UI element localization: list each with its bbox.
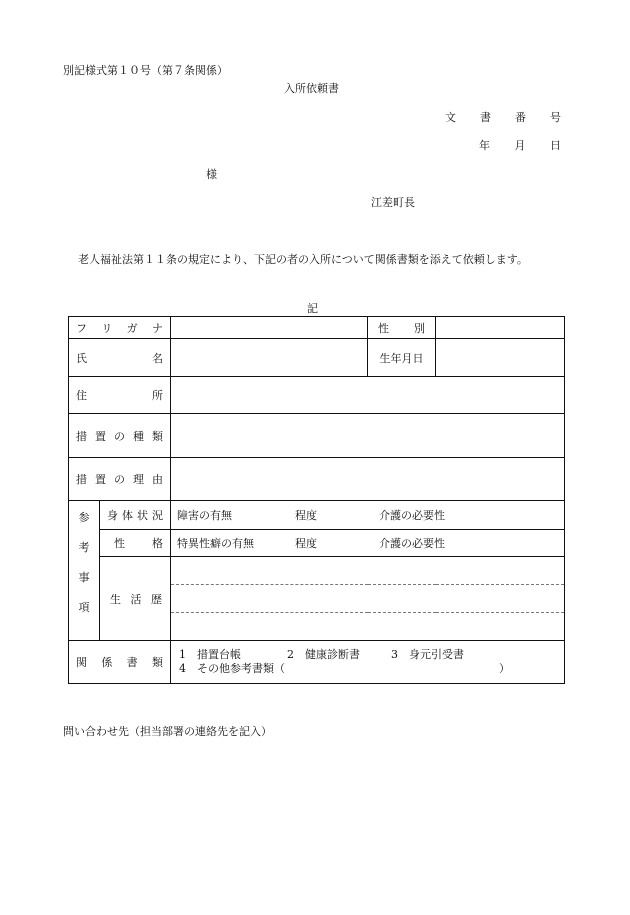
doc-number-char: 号 xyxy=(550,111,561,124)
doc-item-health-certificate: 2 健康診断書 xyxy=(287,648,360,661)
day-char: 日 xyxy=(550,139,561,152)
personality-label xyxy=(100,530,171,557)
label-char: 住 xyxy=(76,389,87,402)
label-char: の xyxy=(114,473,125,486)
peculiar-habit-text: 特異性癖の有無 xyxy=(177,537,254,550)
doc-item-measure-ledger: 1 措置台帳 xyxy=(179,648,241,661)
disability-text: 障害の有無 xyxy=(177,509,232,522)
doc-number-char: 文 xyxy=(445,111,456,124)
reference-items-label xyxy=(69,501,100,641)
table-row xyxy=(69,530,565,557)
label-char: ナ xyxy=(151,321,163,335)
related-documents-line-1 xyxy=(171,648,564,662)
document-title: 入所依頼書 xyxy=(284,82,339,95)
document-number-label xyxy=(445,109,561,125)
label-char: ガ xyxy=(126,321,138,335)
label-char: の xyxy=(114,429,125,443)
label-char: 歴 xyxy=(151,592,162,606)
name-label xyxy=(69,339,171,377)
measure-type-label xyxy=(69,414,171,458)
label-char: 事 xyxy=(78,571,90,584)
ki-heading: 記 xyxy=(307,302,318,315)
label-char: 書 xyxy=(126,656,138,669)
furigana-field[interactable] xyxy=(171,317,368,339)
label-char: 況 xyxy=(152,509,163,522)
label-char: 関 xyxy=(76,656,87,669)
label-char: 活 xyxy=(130,592,142,606)
label-char: 種 xyxy=(133,429,144,443)
label-char: 参 xyxy=(78,511,90,524)
life-history-line-2[interactable] xyxy=(171,585,565,613)
label-char: 所 xyxy=(152,389,163,402)
label-char: 類 xyxy=(152,429,163,443)
address-label xyxy=(69,377,171,414)
degree-text: 程度 xyxy=(295,509,317,522)
measure-reason-label xyxy=(69,458,171,501)
label-char: 性 xyxy=(378,321,389,335)
label-char: 性 xyxy=(114,537,125,550)
table-row xyxy=(69,557,565,585)
label-char: フ xyxy=(76,321,87,335)
care-need-text: 介護の必要性 xyxy=(379,537,445,550)
year-char: 年 xyxy=(479,139,490,152)
doc-number-char: 書 xyxy=(480,111,491,124)
doc-item-other-close: ） xyxy=(499,662,510,675)
measure-type-field[interactable] xyxy=(171,414,565,458)
birthdate-label: 生年月日 xyxy=(368,339,436,377)
label-char: 身 xyxy=(107,509,118,522)
label-char: 置 xyxy=(95,473,106,486)
table-row xyxy=(69,458,565,501)
birthdate-field[interactable] xyxy=(436,339,565,377)
request-statement: 老人福祉法第１１条の規定により、下記の者の入所について関係書類を添えて依頼します。 xyxy=(78,253,528,266)
doc-item-guarantor: 3 身元引受書 xyxy=(391,648,464,661)
label-char: 状 xyxy=(137,509,148,522)
label-char: 生 xyxy=(110,592,121,606)
label-char: リ xyxy=(101,321,113,335)
table-row xyxy=(69,339,565,377)
related-documents-field[interactable] xyxy=(171,641,565,684)
gender-field[interactable] xyxy=(436,317,565,339)
gender-label xyxy=(368,317,436,339)
degree-text: 程度 xyxy=(295,537,317,550)
admission-request-table xyxy=(68,316,565,684)
table-row xyxy=(69,414,565,458)
label-char: 置 xyxy=(95,429,106,443)
label-char: 体 xyxy=(122,509,133,522)
life-history-label xyxy=(100,557,171,641)
label-char: 類 xyxy=(151,656,163,669)
label-char: 理 xyxy=(133,473,144,486)
label-char: 係 xyxy=(101,656,113,669)
label-char: 氏 xyxy=(76,351,87,365)
personality-field[interactable] xyxy=(171,530,565,557)
sender-name: 江差町長 xyxy=(371,196,415,209)
addressee-suffix: 様 xyxy=(206,168,217,181)
life-history-line-1[interactable] xyxy=(171,557,565,585)
physical-condition-label xyxy=(100,501,171,530)
label-char: 項 xyxy=(78,601,90,614)
label-char: 措 xyxy=(76,429,87,443)
label-char: 由 xyxy=(152,473,163,486)
furigana-label xyxy=(69,317,171,339)
label-char: 別 xyxy=(414,321,425,335)
form-number: 別記様式第１０号（第７条関係） xyxy=(63,64,228,77)
address-field[interactable] xyxy=(171,377,565,414)
doc-number-char: 番 xyxy=(515,111,526,124)
table-row xyxy=(69,501,565,530)
life-history-line-3[interactable] xyxy=(171,613,565,641)
label-char: 名 xyxy=(152,351,163,365)
label-char: 考 xyxy=(78,541,90,554)
related-documents-line-2 xyxy=(171,662,564,676)
table-row xyxy=(69,377,565,414)
care-need-text: 介護の必要性 xyxy=(379,509,445,522)
month-char: 月 xyxy=(514,139,526,152)
table-row xyxy=(69,641,565,684)
label-char: 格 xyxy=(152,537,163,550)
related-documents-label xyxy=(69,641,171,684)
contact-info: 問い合わせ先（担当部署の連絡先を記入） xyxy=(63,725,272,738)
table-row xyxy=(69,317,565,339)
doc-item-other: 4 その他参考書類（ xyxy=(179,662,285,675)
date-label xyxy=(479,137,561,153)
name-field[interactable] xyxy=(171,339,368,377)
label-char: 措 xyxy=(76,473,87,486)
measure-reason-field[interactable] xyxy=(171,458,565,501)
physical-condition-field[interactable] xyxy=(171,501,565,530)
